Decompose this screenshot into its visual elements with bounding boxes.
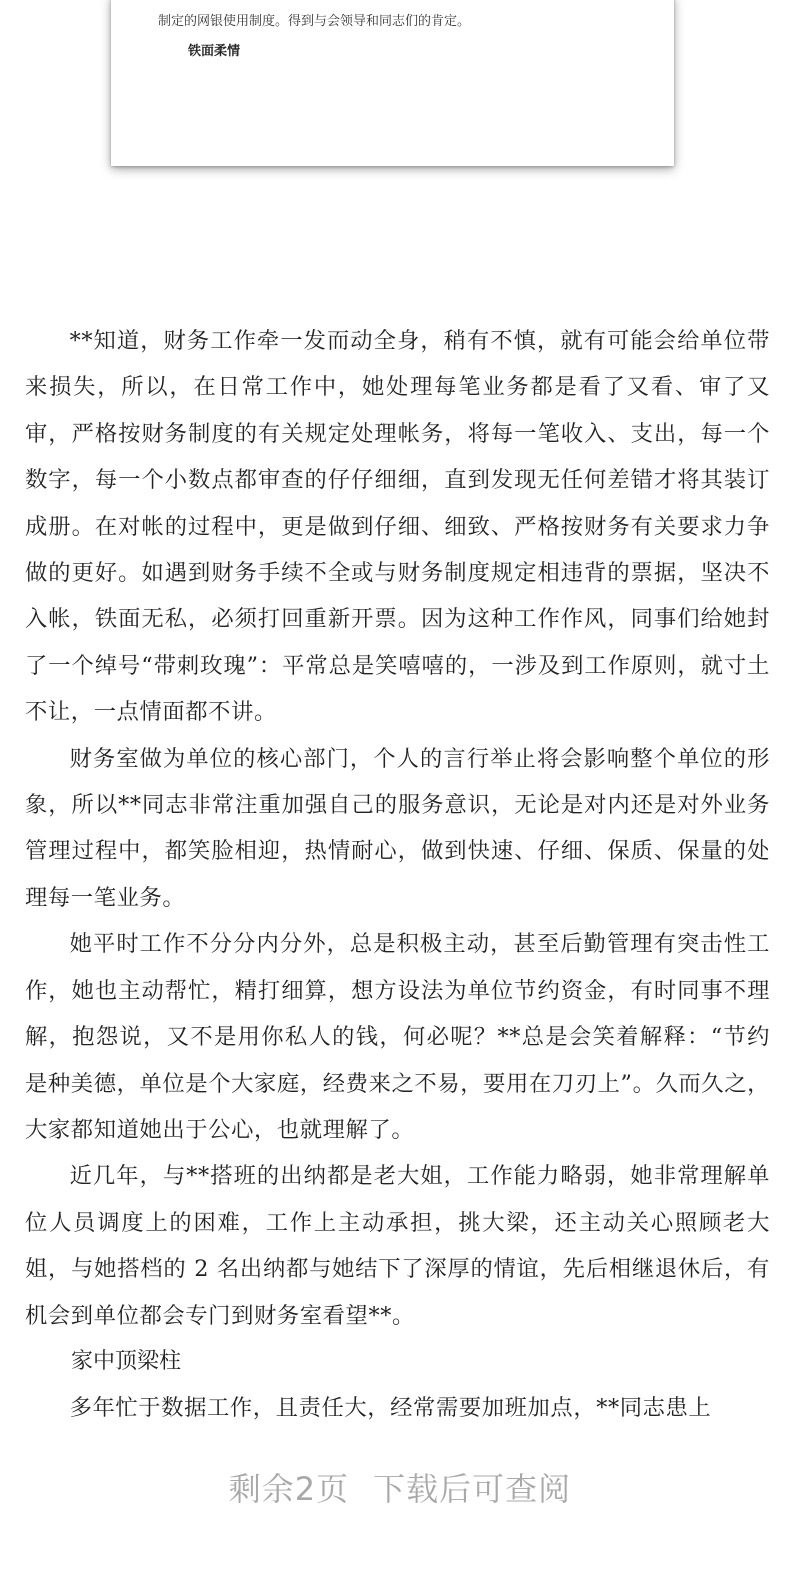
paragraph: 财务室做为单位的核心部门，个人的言行举止将会影响整个单位的形象，所以**同志非常注重加强自己的服务意识，无论是对内还是对外业务管理过程中，都笑脸相迎，热情耐心，做到快速、仔细、保质、保量的处理每一笔业务。 bbox=[25, 745, 770, 911]
section-heading: 家中顶梁柱 bbox=[71, 1348, 182, 1374]
page-preview-card bbox=[111, 0, 674, 166]
document-body bbox=[25, 318, 770, 1432]
paragraph: 近几年，与**搭班的出纳都是老大姐，工作能力略弱，她非常理解单位人员调度上的困难，工作上主动承担，挑大梁，还主动关心照顾老大姐，与她搭档的 2 名出纳都与她结下了深厚的情谊，先后相继退休后，有机会到单位都会专门到财务室看望**。 bbox=[25, 1163, 770, 1329]
paragraph: **知道，财务工作牵一发而动全身，稍有不慎，就有可能会给单位带来损失，所以，在日常工作中，她处理每笔业务都是看了又看、审了又审，严格按财务制度的有关规定处理帐务，将每一笔收入、支出，每一个数字，每一个小数点都审查的仔仔细细，直到发现无任何差错才将其装订成册。在对帐的过程中，更是做到仔细、细致、严格按财务有关要求力争做的更好。如遇到财务手续不全或与财务制度规定相违背的票据，坚决不入帐，铁面无私，必须打回重新开票。因为这种工作作风，同事们给她封了一个绰号“带刺玫瑰”：平常总是笑嘻嘻的，一涉及到工作原则，就寸土不让，一点情面都不讲。 bbox=[25, 328, 770, 726]
download-notice[interactable] bbox=[0, 1464, 800, 1510]
preview-heading: 铁面柔情 bbox=[188, 44, 241, 59]
preview-text-line: 制定的网银使用制度。得到与会领导和同志们的肯定。 bbox=[158, 14, 471, 29]
remaining-pages-text: 剩余2页 bbox=[228, 1470, 350, 1508]
paragraph: 多年忙于数据工作，且责任大，经常需要加班加点，**同志患上 bbox=[69, 1395, 712, 1422]
download-to-view-text: 下载后可查阅 bbox=[373, 1470, 572, 1508]
paragraph: 她平时工作不分分内分外，总是积极主动，甚至后勤管理有突击性工作，她也主动帮忙，精打细算，想方设法为单位节约资金，有时同事不理解，抱怨说，又不是用你私人的钱，何必呢？**总是会笑着解释：“节约是种美德，单位是个大家庭，经费来之不易，要用在刀刃上”。久而久之，大家都知道她出于公心，也就理解了。 bbox=[25, 931, 770, 1143]
